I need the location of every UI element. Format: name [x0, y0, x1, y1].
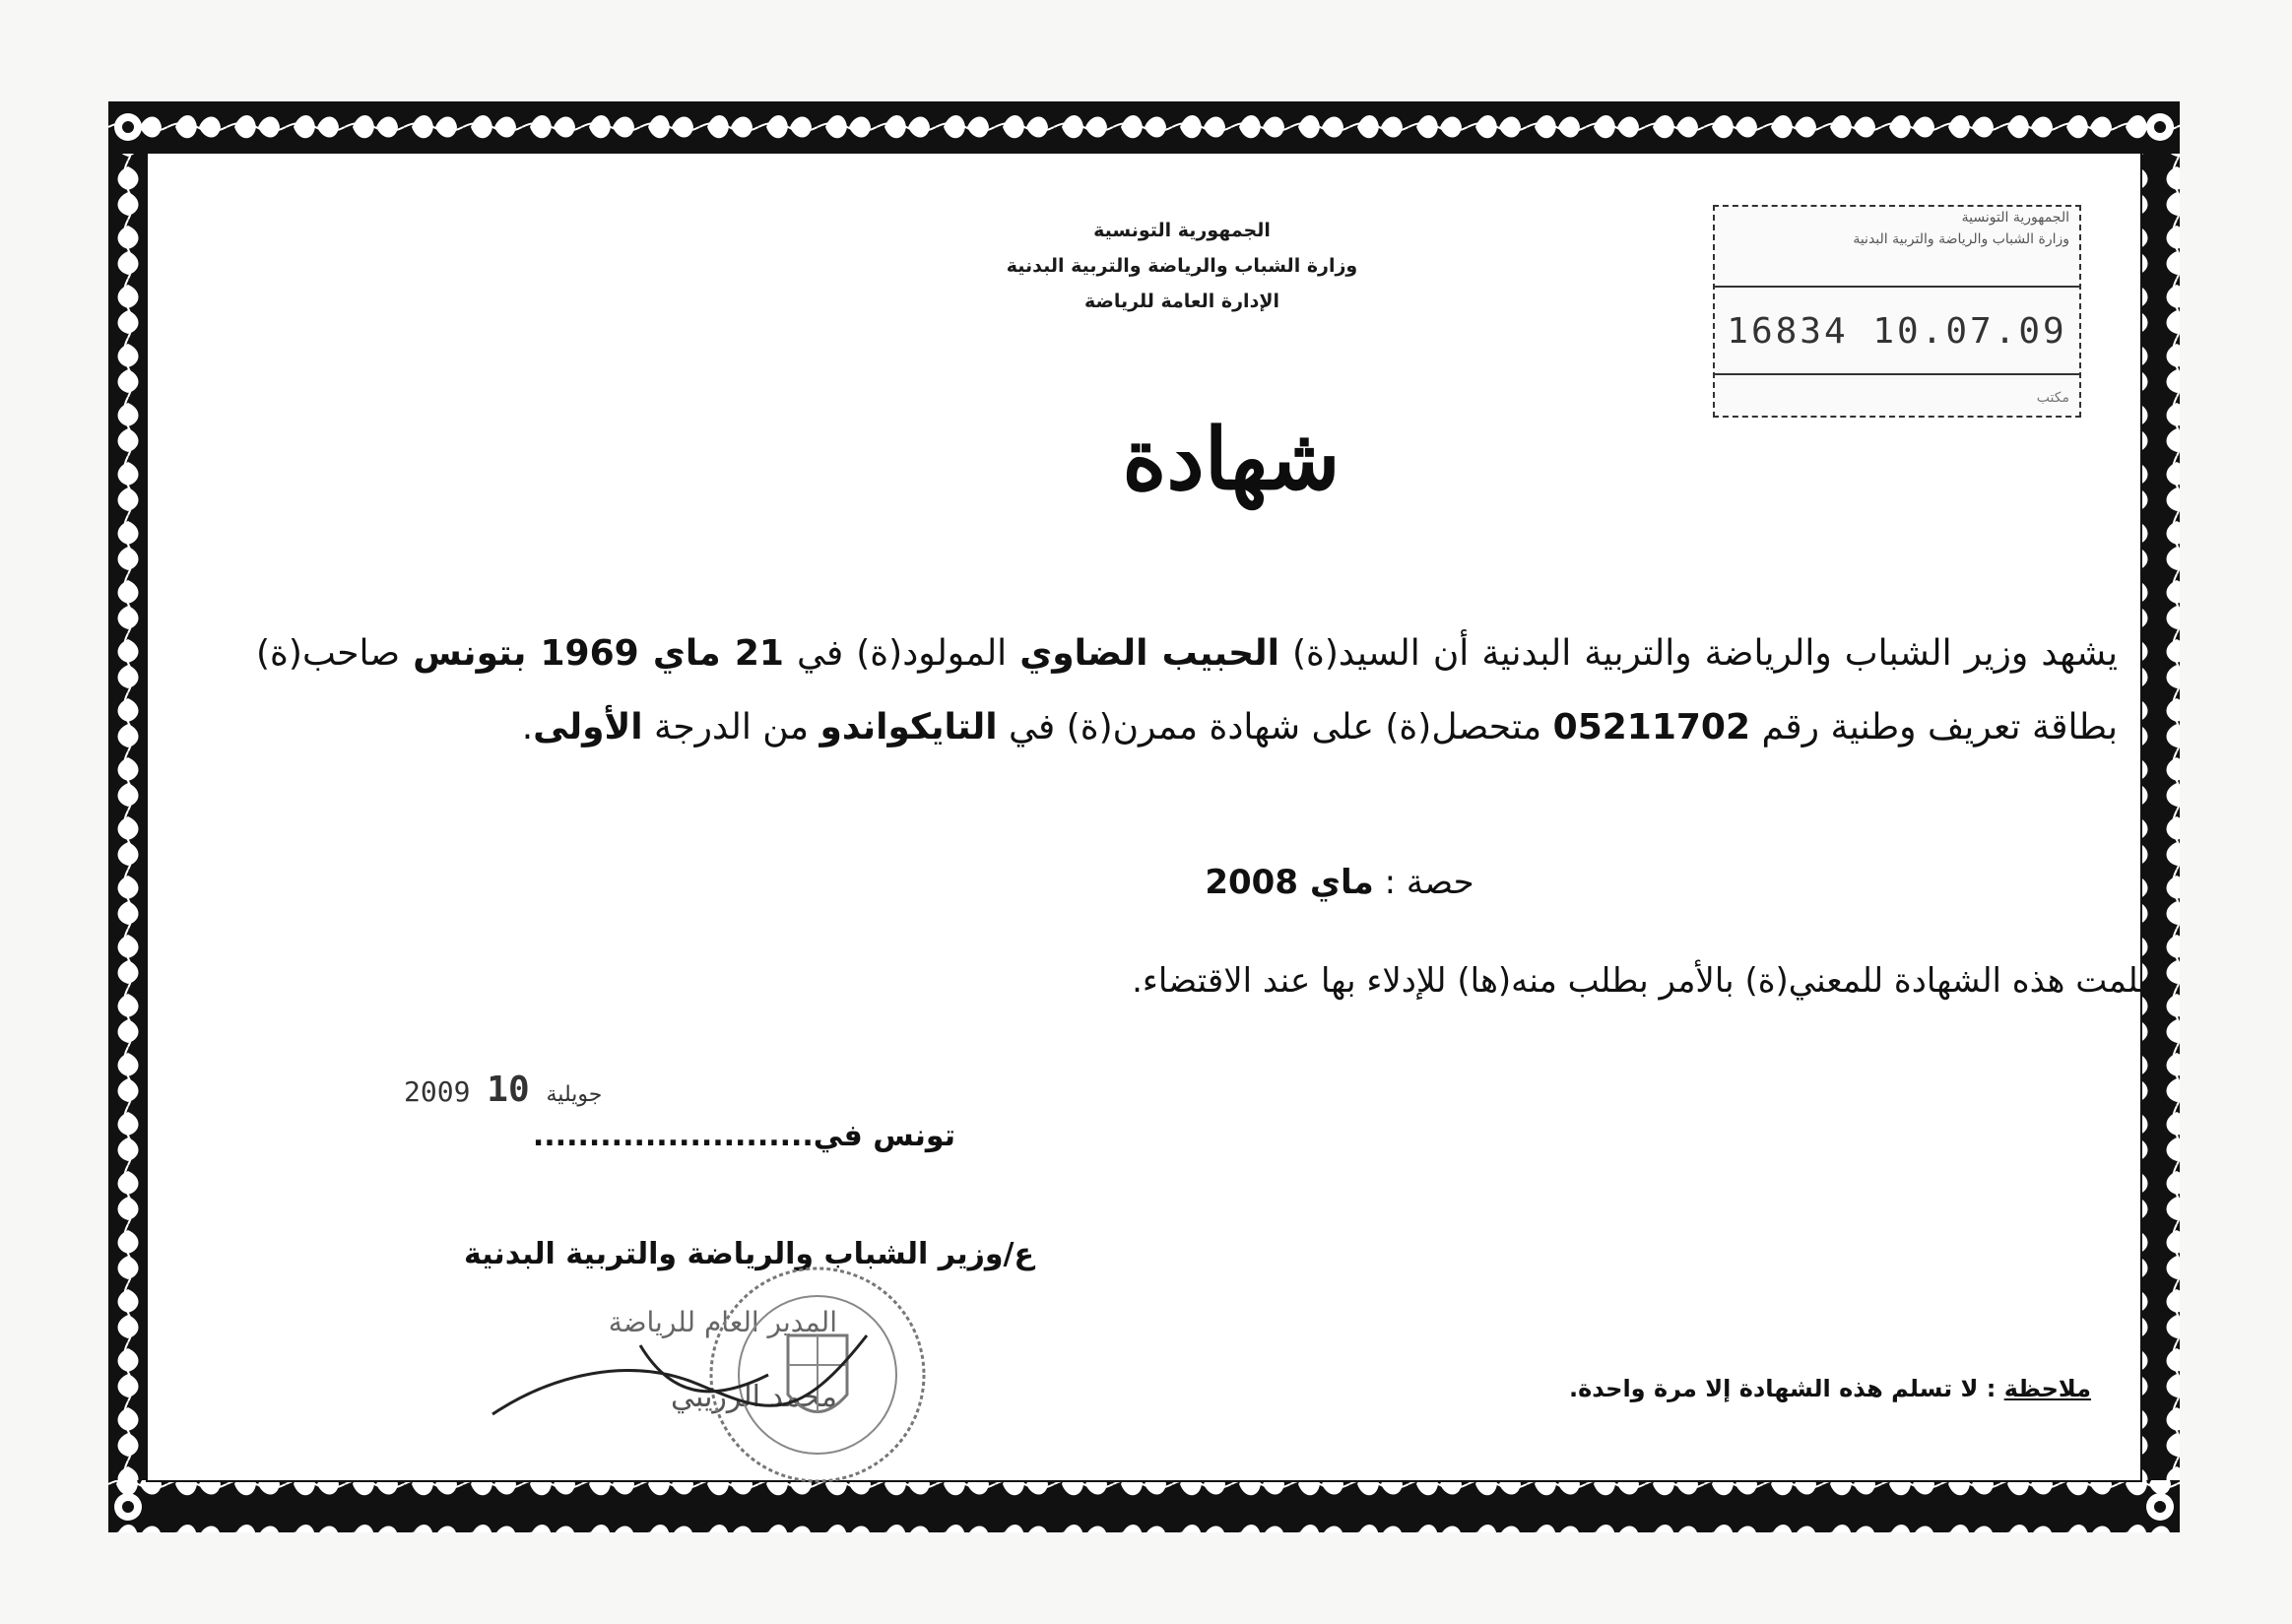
note-text: : لا تسلم هذه الشهادة إلا مرة واحدة. [1569, 1375, 2004, 1402]
stamp-number: 16834 10.07.09 [1715, 286, 2079, 375]
holder-name: الحبيب الضاوي [1019, 633, 1279, 674]
certificate-title: شهادة [1122, 410, 1341, 509]
text-part-2: المولود(ة) في [783, 633, 1020, 674]
republic-name: الجمهورية التونسية [1093, 220, 1271, 241]
department-name: الإدارة العامة للرياضة [1084, 291, 1279, 312]
session-value: ماي 2008 [1205, 863, 1374, 902]
date-stamp [404, 1070, 602, 1110]
session-label: حصة : [1373, 863, 1474, 902]
session-line [995, 863, 1684, 902]
stamp-line-3: مكتب [2036, 390, 2069, 406]
text-part-3: صاحب(ة) بطاقة تعريف وطنية رقم [256, 633, 2118, 747]
signature-scribble [473, 1316, 886, 1434]
certificate-body [148, 154, 2167, 1480]
director-name: محمد الرزيبي [671, 1380, 837, 1414]
text-part-5: من الدرجة [642, 707, 820, 747]
note [1205, 1375, 2091, 1402]
signer-title: ع/وزير الشباب والرياضة والتربية البدنية [463, 1237, 1034, 1271]
date-day: 10 [487, 1070, 530, 1110]
stamp-line-2: وزارة الشباب والرياضة والتربية البدنية [1853, 231, 2069, 247]
text-part-1: يشهد وزير الشباب والرياضة والتربية البدنية أن السيد(ة) [1278, 633, 2118, 674]
sport-name: التايكواندو [819, 707, 998, 747]
certificate-frame [108, 101, 2180, 1532]
certificate-text [256, 617, 2118, 764]
stamp-line-1: الجمهورية التونسية [1961, 210, 2069, 226]
registration-stamp [1713, 205, 2081, 418]
text-part-4: متحصل(ة) على شهادة ممرن(ة) في [997, 707, 1553, 747]
issuer-header [857, 213, 1507, 319]
note-label: ملاحظة [2003, 1375, 2091, 1402]
text-part-6: . [521, 707, 534, 747]
date-month: جويلية [546, 1082, 603, 1107]
issue-place: تونس في......................... [532, 1119, 955, 1153]
date-year: 2009 [404, 1075, 471, 1108]
ministry-name: وزارة الشباب والرياضة والتربية البدنية [1006, 255, 1358, 277]
birth-info: 21 ماي 1969 بتونس [413, 633, 784, 674]
degree-level: الأولى [533, 707, 643, 747]
id-number: 05211702 [1552, 707, 1751, 747]
delivery-statement: سلمت هذه الشهادة للمعني(ة) بالأمر بطلب منه(ها) للإدلاء بها عند الاقتضاء. [1132, 961, 2167, 1001]
director-title: المدير العام للرياضة [608, 1306, 837, 1338]
